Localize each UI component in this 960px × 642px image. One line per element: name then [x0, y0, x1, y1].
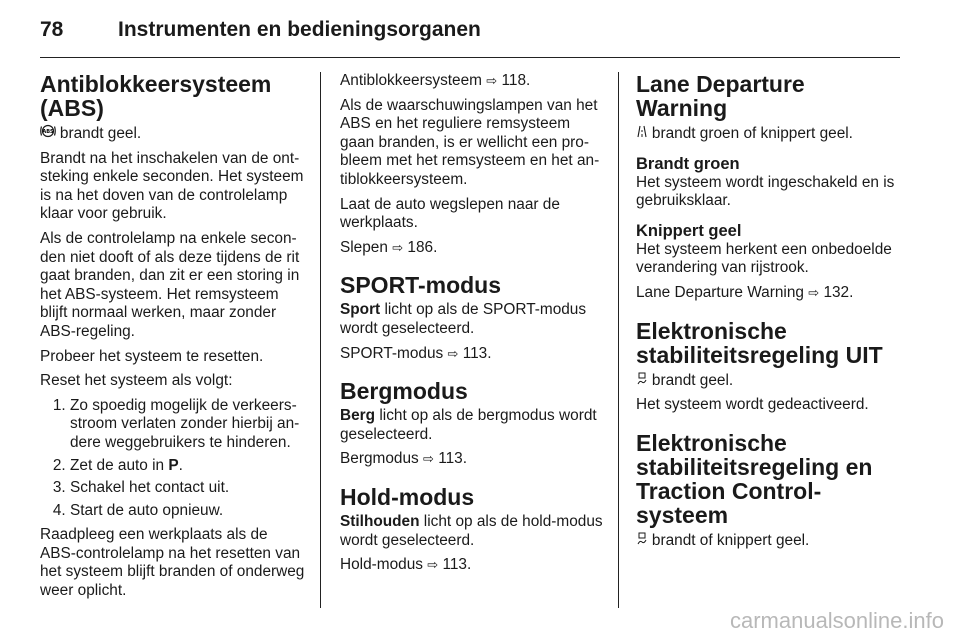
green-heading: Brandt groen	[636, 154, 740, 173]
hold-heading: Hold-modus	[340, 483, 475, 510]
col2-para-1: Als de waarschuwingslampen van het ABS en het reguliere remsysteem gaan branden, is er wellicht een probleem met het remsysteem en het antiblokkeersysteem.	[340, 96, 600, 188]
sport-ref	[340, 345, 606, 364]
flash-text: Het systeem herkent een onbedoelde verandering van rijstrook.	[636, 240, 892, 277]
esc-off-icon-text: brandt geel.	[651, 371, 734, 389]
abs-para-3: Probeer het systeem te resetten.	[40, 347, 264, 365]
chapter-title: Instrumenten en bedieningsorganen	[118, 18, 481, 41]
column-divider-2	[618, 72, 619, 608]
column-divider-1	[320, 72, 321, 608]
ref-page: 132.	[823, 283, 854, 301]
ldw-icon-text: brandt groen of knippert geel.	[651, 125, 853, 142]
column-1	[40, 72, 306, 607]
reset-step-4: 4. Start de auto opnieuw.	[70, 502, 306, 521]
gear-p: P	[168, 456, 179, 474]
abs-warning-icon	[40, 125, 60, 141]
arrow-icon: ⇨	[486, 73, 498, 88]
flash-heading: Knippert geel	[636, 221, 742, 240]
lane-departure-icon	[636, 125, 652, 141]
arrow-icon: ⇨	[427, 557, 439, 573]
page-header	[0, 0, 960, 58]
abs-para-5: Raadpleeg een werkplaats als de ABS-controlelamp na het resetten van het systeem blijft branden of onderweg weer oplicht.	[40, 526, 305, 600]
watermark: carmanualsonline.info	[729, 608, 944, 633]
sport-text	[340, 301, 606, 338]
esc-icon-line	[636, 531, 902, 551]
ref-page: 113.	[438, 450, 467, 468]
ref-text: Slepen	[340, 238, 388, 256]
esc-heading: Elektronische stabiliteitsregeling en Traction Control-systeem	[636, 429, 873, 528]
ldw-ref	[636, 284, 902, 303]
berg-heading: Bergmodus	[340, 378, 468, 405]
hold-text	[340, 513, 606, 550]
ref-page: 118.	[501, 72, 531, 89]
esc-off-text: Het systeem wordt gedeactiveerd.	[636, 396, 869, 414]
arrow-icon: ⇨	[392, 239, 404, 255]
svg-text:ABS: ABS	[42, 129, 54, 135]
col2-para-2: Laat de auto wegslepen naar de werkplaats.	[340, 195, 560, 232]
abs-para-1: Brandt na het inschakelen van de ontsteking enkele seconden. Het systeem is na het doven van de controlelamp klaar voor gebruik.	[40, 149, 304, 223]
sport-heading: SPORT-modus	[340, 272, 502, 299]
esc-off-icon	[636, 372, 652, 388]
ref-page: 113.	[462, 344, 492, 362]
hold-ref	[340, 556, 606, 575]
berg-text	[340, 407, 606, 444]
column-2	[340, 72, 606, 581]
esc-off-heading: Elektronische stabiliteitsregeling UIT	[636, 317, 883, 368]
ref-text: Bergmodus	[340, 450, 419, 468]
berg-ref	[340, 450, 606, 469]
abs-icon-line	[40, 124, 306, 144]
ldw-icon-line	[636, 124, 902, 144]
ref-text: Antiblokkeersysteem	[340, 72, 482, 89]
abs-icon-text: brandt geel.	[59, 125, 142, 142]
arrow-icon: ⇨	[447, 345, 459, 361]
ldw-heading: Lane Departure Warning	[636, 71, 805, 121]
reset-steps	[40, 397, 306, 521]
berg-label: Berg	[340, 407, 376, 425]
berg-desc: licht op als de bergmodus wordt geselecteerd.	[340, 407, 597, 443]
abs-para-2: Als de controlelamp na enkele seconden niet dooft of als deze tijdens de rit gaat branden, dan zit er een storing in het ABS-systeem. Het remsysteem blijft normaal werken, maar zonder ABS-regeling.	[40, 229, 300, 340]
abs-para-4: Reset het systeem als volgt:	[40, 372, 233, 390]
sport-desc: licht op als de SPORT-modus wordt geselecteerd.	[340, 301, 587, 337]
ref-page: 186.	[407, 238, 438, 256]
green-text: Het systeem wordt ingeschakeld en is gebruiksklaar.	[636, 173, 895, 210]
ref-page: 113.	[442, 556, 472, 574]
arrow-icon: ⇨	[423, 451, 434, 467]
reset-step-1: 1. Zo spoedig mogelijk de verkeersstroom verlaten zonder hierbij andere weggebruikers te hinderen.	[70, 397, 306, 453]
reset-step-2-text: Zet de auto in	[70, 456, 165, 474]
ref-text: Lane Departure Warning	[636, 283, 804, 301]
esc-off-icon-line	[636, 371, 902, 391]
arrow-icon: ⇨	[808, 284, 820, 300]
column-3	[636, 72, 902, 556]
reset-step-3: 3. Schakel het contact uit.	[70, 479, 306, 498]
ref-text: Hold-modus	[340, 556, 423, 574]
esc-icon	[636, 532, 652, 548]
abs-ref	[340, 72, 606, 91]
hold-label: Stilhouden	[340, 512, 420, 530]
sport-label: Sport	[340, 301, 381, 319]
ref-text: SPORT-modus	[340, 344, 444, 362]
towing-ref	[340, 239, 606, 258]
page-number: 78	[40, 18, 64, 41]
header-rule	[40, 57, 900, 58]
esc-icon-text: brandt of knippert geel.	[651, 531, 810, 549]
hold-desc: licht op als de hold-modus wordt geselecteerd.	[340, 512, 603, 549]
reset-step-2: 2. Zet de auto in P.	[70, 457, 306, 476]
abs-heading: Antiblokkeersysteem (ABS)	[40, 71, 272, 121]
